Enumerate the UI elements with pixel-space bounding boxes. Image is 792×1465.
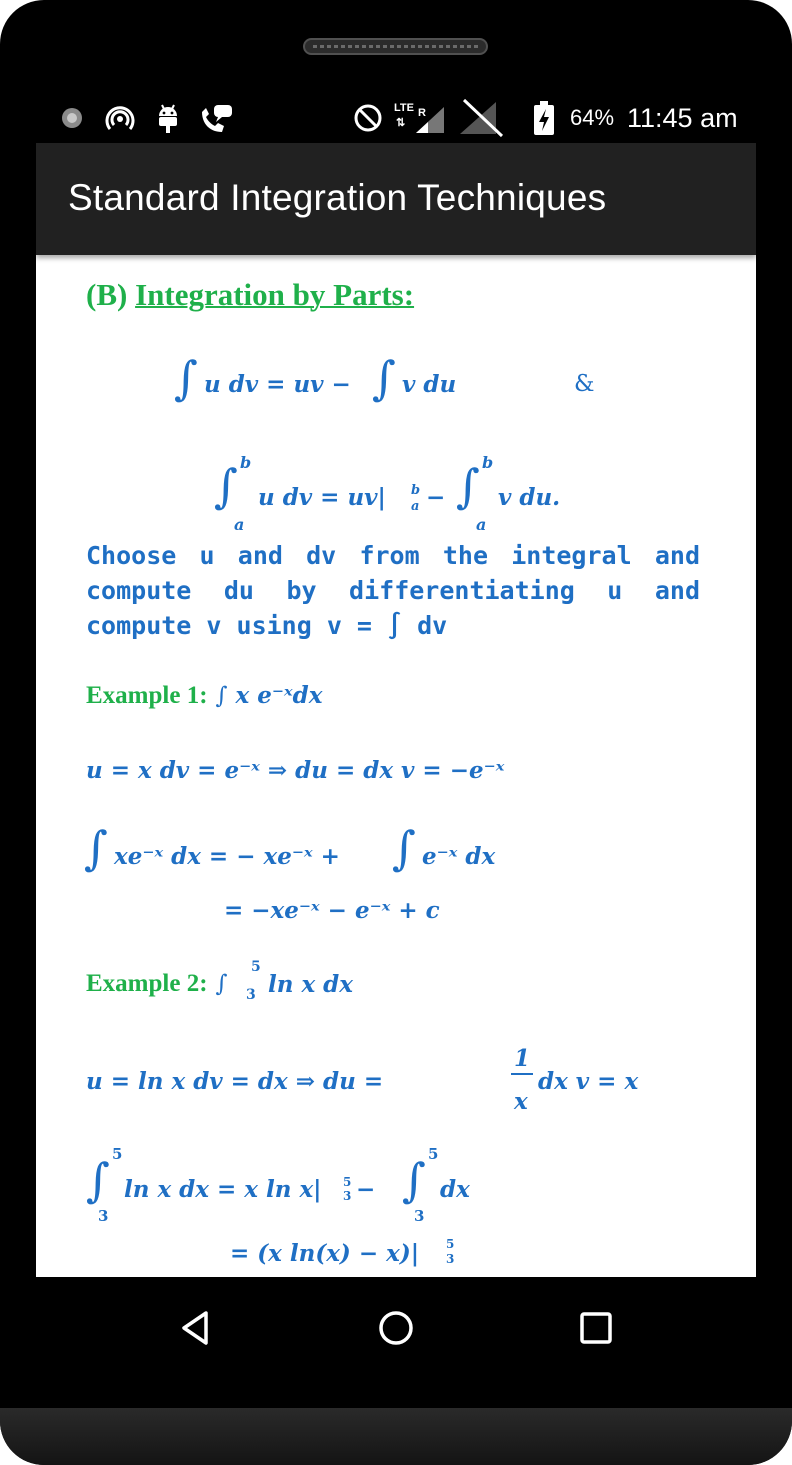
example1-heading — [86, 682, 322, 710]
ampersand: & — [574, 371, 595, 397]
fraction-bar — [511, 1073, 533, 1075]
section-title: Integration by Parts: — [135, 277, 415, 312]
formula-integral-sign-2: ∫ — [372, 351, 396, 405]
clock: 11:45 am — [627, 102, 738, 133]
eval-upper: b — [411, 483, 421, 498]
example1-step3: = −xe⁻ˣ − e⁻ˣ + c — [224, 897, 440, 924]
example1-step2-lhs: xe⁻ˣ dx = − xe⁻ˣ + — [114, 843, 340, 870]
explanation-line: compute du by differentiating u and — [86, 576, 700, 605]
example2-step1-right: dx v = x — [538, 1068, 639, 1095]
ex2-step2-upper: 5 — [112, 1145, 123, 1163]
battery-percent: 64% — [570, 105, 615, 130]
eval-lower: a — [411, 499, 420, 514]
page-title: Standard Integration Techniques — [68, 177, 607, 218]
formula2-rhs: v du. — [498, 484, 561, 511]
definite-integral-sign-2: ∫ — [456, 459, 480, 513]
recents-button[interactable] — [564, 1302, 628, 1354]
example1-label: Example 1: — [86, 682, 208, 709]
minus-sign: − — [426, 484, 446, 511]
formula-integral-sign: ∫ — [174, 351, 198, 405]
missed-call-icon — [198, 101, 234, 135]
example2-step2-lhs: ln x dx = x ln x| — [124, 1176, 322, 1203]
battery-charging-icon — [532, 101, 556, 135]
example1-step2-rhs: e⁻ˣ dx — [422, 843, 496, 870]
ex2-final-lower: 3 — [446, 1252, 455, 1266]
back-icon — [176, 1308, 216, 1348]
section-heading — [86, 277, 414, 313]
ex2-step2-lower-2: 3 — [414, 1207, 425, 1225]
explanation-line: Choose u and dv from the integral and — [86, 541, 700, 570]
definite-integral-sign: ∫ — [214, 459, 238, 513]
back-button[interactable] — [164, 1302, 228, 1354]
ex2-step2-lower: 3 — [98, 1207, 109, 1225]
ex2-lower-limit: 3 — [246, 987, 256, 1003]
explanation-line: compute v using v = ∫ dv — [86, 611, 448, 640]
limit-lower: a — [234, 515, 245, 534]
home-button[interactable] — [364, 1302, 428, 1354]
lte-label: LTE — [394, 102, 414, 114]
data-arrows-icon: ⇅ — [396, 117, 406, 129]
ex1-integral-sign-2: ∫ — [392, 821, 416, 875]
integral-symbol-2: ∫ — [215, 971, 228, 997]
hotspot-icon — [104, 101, 136, 135]
integral-symbol: ∫ — [215, 683, 228, 709]
fraction-denominator: x — [514, 1088, 528, 1115]
example2-step3: = (x ln(x) − x)| — [230, 1240, 420, 1267]
limit-lower-2: a — [476, 515, 487, 534]
limit-upper-2: b — [482, 453, 494, 472]
example2-step2-rhs: dx — [440, 1176, 470, 1203]
app-bar — [36, 143, 756, 255]
ex2-step2-upper-2: 5 — [428, 1145, 439, 1163]
home-icon — [376, 1308, 416, 1348]
ex2-eval-upper: 5 — [343, 1175, 352, 1189]
fraction-numerator: 1 — [514, 1045, 531, 1072]
ex2-integral-sign: ∫ — [86, 1153, 110, 1207]
formula2-lhs: u dv = uv| — [258, 484, 386, 511]
formula1-rhs: v du — [402, 371, 457, 398]
status-bar — [36, 95, 756, 143]
section-prefix: (B) — [86, 277, 128, 312]
ex2-upper-limit: 5 — [251, 959, 261, 975]
lte-signal-icon — [392, 101, 448, 135]
content-image[interactable] — [36, 255, 756, 1277]
explanation-paragraph — [86, 538, 700, 643]
ex2-integral-sign-2: ∫ — [402, 1153, 426, 1207]
ex2-eval-lower: 3 — [343, 1189, 352, 1203]
phone-chin — [0, 1408, 792, 1465]
example2-label: Example 2: — [86, 970, 208, 997]
example2-step1-left: u = ln x dv = dx ⇒ du = — [86, 1068, 384, 1095]
no-signal-icon — [456, 101, 504, 135]
ex2-final-upper: 5 — [446, 1237, 455, 1251]
android-debug-icon — [154, 101, 182, 135]
do-not-disturb-icon — [352, 101, 384, 135]
ex2-minus-sign: − — [356, 1176, 376, 1203]
roaming-label: R — [418, 107, 426, 119]
example1-step1: u = x dv = e⁻ˣ ⇒ du = dx v = −e⁻ˣ — [86, 757, 505, 784]
ex1-integral-sign: ∫ — [84, 821, 108, 875]
recents-icon — [576, 1308, 616, 1348]
example2-expr: ln x dx — [268, 971, 353, 998]
formula1-lhs: u dv = uv − — [204, 371, 351, 398]
example1-expr: x e⁻ˣdx — [235, 682, 323, 709]
notification-dot-icon — [58, 101, 86, 135]
navigation-bar — [0, 1277, 792, 1377]
limit-upper: b — [240, 453, 252, 472]
earpiece-speaker — [303, 38, 488, 55]
example2-heading — [86, 970, 228, 998]
